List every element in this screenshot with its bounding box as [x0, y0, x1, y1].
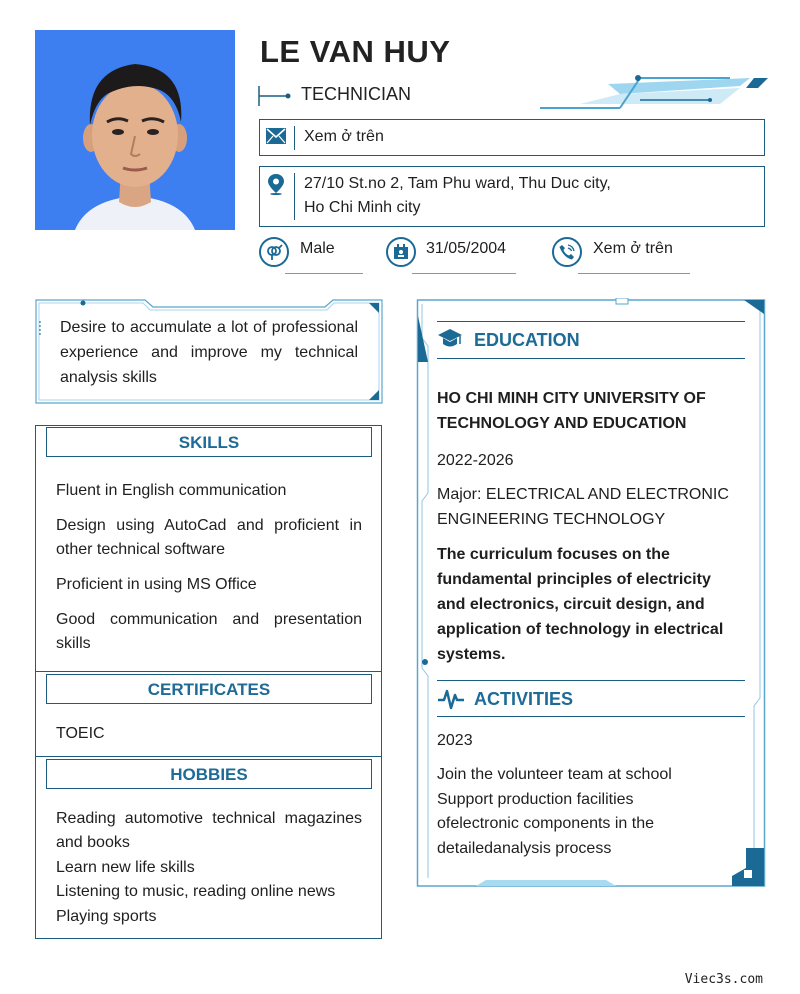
gender-underline	[285, 273, 363, 274]
activity-line: ofelectronic components in the	[437, 815, 655, 832]
certificate-item: TOEIC	[56, 725, 105, 742]
activities-title: ACTIVITIES	[474, 689, 574, 709]
birthday-value: 31/05/2004	[426, 240, 507, 257]
education-description: The curriculum focuses on the fundamental principles of electricity and electronics, circuit design, and application of technology in electrical systems.	[437, 546, 724, 663]
education-top-line	[437, 321, 745, 322]
activity-pulse-icon	[437, 688, 465, 710]
hobby-item: Playing sports	[56, 908, 157, 925]
gender-value: Male	[300, 240, 335, 257]
circuit-decoration-icon	[540, 74, 770, 114]
graduation-cap-icon	[437, 328, 463, 350]
birthday-calendar-icon	[386, 237, 416, 267]
education-school: HO CHI MINH CITY UNIVERSITY OF TECHNOLOGY AND EDUCATION	[437, 390, 706, 432]
skill-item: Design using AutoCad and proficient in other technical software	[56, 517, 362, 558]
birthday-underline	[412, 273, 516, 274]
education-major: Major: ELECTRICAL AND ELECTRONIC ENGINEERING TECHNOLOGY	[437, 486, 729, 528]
activity-line: detailedanalysis process	[437, 840, 612, 857]
education-years: 2022-2026	[437, 452, 514, 469]
skill-item: Good communication and presentation skills	[56, 611, 362, 652]
hobby-item-text: Reading automotive technical magazines and books	[56, 810, 362, 851]
certificates-title: CERTIFICATES	[46, 674, 372, 704]
activities-bottom-line	[437, 716, 745, 717]
activities-top-line	[437, 680, 745, 681]
title-connector-icon	[258, 86, 292, 106]
hobby-item	[56, 807, 362, 855]
objective-text: Desire to accumulate a lot of professional experience and improve my technical analysis skills	[60, 319, 358, 386]
activity-year: 2023	[437, 732, 473, 749]
certificates-divider	[35, 756, 382, 757]
activity-line: Join the volunteer team at school	[437, 766, 672, 783]
skill-item: Proficient in using MS Office	[56, 576, 257, 593]
phone-underline	[578, 273, 690, 274]
skills-divider	[35, 671, 382, 672]
mail-icon	[266, 128, 286, 144]
skills-title: SKILLS	[46, 427, 372, 457]
gender-icon	[259, 237, 289, 267]
address-line-1: 27/10 St.no 2, Tam Phu ward, Thu Duc city,	[304, 175, 611, 192]
education-bottom-line	[437, 358, 745, 359]
phone-value: Xem ở trên	[593, 240, 673, 257]
address-box	[259, 166, 765, 227]
hobby-item: Listening to music, reading online news	[56, 883, 336, 900]
job-title: TECHNICIAN	[301, 84, 412, 104]
hobby-item: Learn new life skills	[56, 859, 195, 876]
activity-line: Support production facilities	[437, 791, 634, 808]
location-pin-icon	[267, 173, 285, 195]
skill-item: Fluent in English communication	[56, 482, 287, 499]
address-line-2: Ho Chi Minh city	[304, 199, 421, 216]
phone-icon	[552, 237, 582, 267]
education-title: EDUCATION	[474, 330, 580, 350]
email-text: Xem ở trên	[304, 128, 384, 145]
footer-brand: Viec3s.com	[684, 972, 763, 987]
candidate-name: LE VAN HUY	[260, 34, 451, 69]
email-box	[259, 119, 765, 156]
profile-photo	[35, 30, 235, 230]
person-portrait-icon	[35, 30, 235, 230]
hobbies-title: HOBBIES	[46, 759, 372, 789]
